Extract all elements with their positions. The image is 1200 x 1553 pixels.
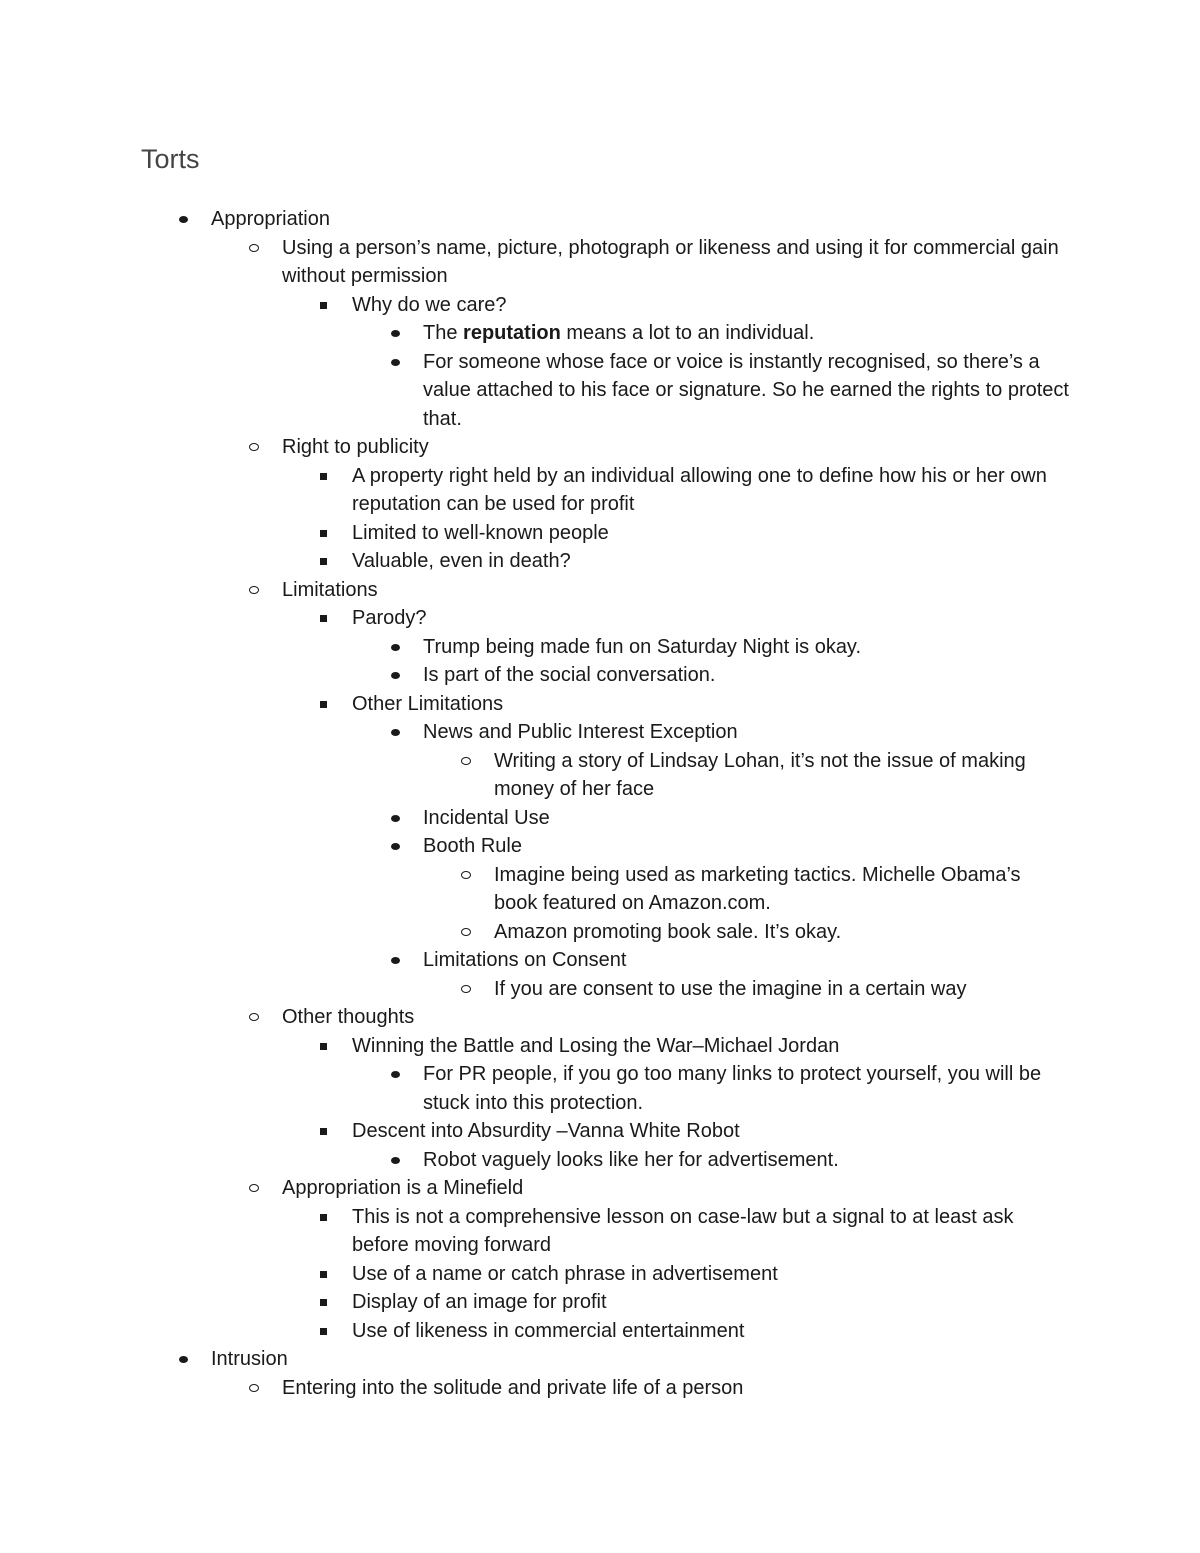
outline-item-text: A property right held by an individual allowing one to define how his or her own reputation can be used for profit [352,464,1047,515]
square-bullet-icon [316,690,336,719]
outline-item [0,1117,1071,1146]
disc-bullet-icon [387,718,407,747]
outline-item [0,1374,1071,1403]
circle-bullet-icon [246,433,266,462]
outline-item-text [423,319,1071,348]
outline-item [0,433,1071,462]
disc-bullet-icon [387,633,407,662]
outline-item-suffix: means a lot to an individual. [560,322,815,344]
outline-item-text: Limited to well-known people [352,521,609,544]
disc-bullet-icon [387,661,407,690]
outline-item-text: If you are consent to use the imagine in a certain way [494,977,967,1000]
square-bullet-icon [316,1117,336,1146]
square-bullet-icon [316,519,336,548]
outline-item [0,1060,1071,1117]
disc-bullet-icon [387,319,407,348]
outline-item-text: Writing a story of Lindsay Lohan, it’s not the issue of making money of her face [494,749,1026,800]
outline-item [0,462,1071,519]
outline-item [0,547,1071,576]
outline-item [0,804,1071,833]
square-bullet-icon [316,1260,336,1289]
outline-item-text: Winning the Battle and Losing the War–Michael Jordan [352,1034,840,1057]
outline-item [0,205,1071,234]
outline-item-text: Limitations on Consent [423,949,627,971]
outline-item-text: Other Limitations [352,692,504,715]
outline-item [0,1317,1071,1346]
outline-item-text: Use of likeness in commercial entertainment [352,1319,745,1342]
outline-item [0,1345,1071,1374]
outline-item [0,519,1071,548]
outline-item-text: Incidental Use [423,806,550,829]
outline-item [0,975,1034,1004]
circle-bullet-icon [246,1003,266,1032]
outline-item-text: Parody? [352,607,427,629]
outline-item [0,1003,1071,1032]
outline-item-text: Trump being made fun on Saturday Night is okay. [423,635,862,658]
outline-item-text: Other thoughts [282,1006,415,1028]
disc-bullet-icon [387,832,407,861]
outline-item [0,1203,1071,1260]
outline-item-prefix: The [423,322,464,344]
outline-item [0,234,1071,291]
outline-item [0,633,1071,662]
outline-item-text: Imagine being used as marketing tactics. Michelle Obama’s book featured on Amazon.com. [494,863,1021,914]
square-bullet-icon [316,291,336,320]
outline-item-text: Why do we care? [352,293,507,316]
outline-item-text: Amazon promoting book sale. It’s okay. [494,920,842,943]
outline-item-text: Booth Rule [423,835,522,857]
outline-item-text: Using a person’s name, picture, photograph or likeness and using it for commercial gain without permission [282,236,1059,287]
outline-item [0,1032,1071,1061]
square-bullet-icon [316,547,336,576]
disc-bullet-icon [175,1345,195,1374]
outline-item [0,832,1071,861]
outline-item-bold: reputation [463,322,561,344]
square-bullet-icon [316,1317,336,1346]
outline-item-text: Appropriation [211,208,330,230]
disc-bullet-icon [387,804,407,833]
outline-item-text: Use of a name or catch phrase in advertisement [352,1262,778,1285]
outline-item-text: News and Public Interest Exception [423,721,738,743]
outline-item [0,918,1034,947]
circle-bullet-icon [458,975,478,1004]
square-bullet-icon [316,1288,336,1317]
outline-item [0,1260,1071,1289]
outline-item [0,1146,1071,1175]
square-bullet-icon [316,1203,336,1232]
circle-bullet-icon [246,1174,266,1203]
outline-item-text: For PR people, if you go too many links to protect yourself, you will be stuck into this protection. [423,1063,1042,1114]
document-title: Torts [141,144,200,174]
square-bullet-icon [316,1032,336,1061]
outline-item [0,1174,1071,1203]
outline-item-text: Intrusion [211,1348,288,1370]
square-bullet-icon [316,604,336,633]
outline-item [0,1288,1071,1317]
outline-item-text: Robot vaguely looks like her for advertisement. [423,1148,839,1171]
circle-bullet-icon [246,234,266,263]
outline-item [0,291,1071,320]
disc-bullet-icon [387,1146,407,1175]
disc-bullet-icon [387,946,407,975]
disc-bullet-icon [175,205,195,234]
disc-bullet-icon [387,1060,407,1089]
square-bullet-icon [316,462,336,491]
outline-item [0,747,1034,804]
outline-item-text: Is part of the social conversation. [423,664,716,686]
outline-item-text: This is not a comprehensive lesson on case-law but a signal to at least ask before moving forward [352,1205,1014,1256]
circle-bullet-icon [458,747,478,776]
outline-item [0,348,1071,434]
outline-item [0,718,1071,747]
outline-item-text: Descent into Absurdity –Vanna White Robot [352,1120,740,1142]
disc-bullet-icon [387,348,407,377]
bullet-outline [0,205,1200,1402]
outline-item-text: Valuable, even in death? [352,550,571,572]
outline-item-text: Right to publicity [282,436,429,458]
outline-item [0,661,1071,690]
circle-bullet-icon [246,576,266,605]
circle-bullet-icon [458,918,478,947]
outline-item-text: Display of an image for profit [352,1291,607,1313]
outline-item-text: Entering into the solitude and private life of a person [282,1376,744,1399]
outline-item [0,946,1071,975]
circle-bullet-icon [458,861,478,890]
outline-item [0,576,1071,605]
outline-item [0,861,1034,918]
outline-item [0,319,1071,348]
outline-item-text: Limitations [282,578,378,601]
outline-item-text: For someone whose face or voice is instantly recognised, so there’s a value attached to his face or signature. So he earned the rights to protect that. [423,350,1069,430]
outline-item-text: Appropriation is a Minefield [282,1177,524,1199]
outline-item [0,690,1071,719]
outline-item [0,604,1071,633]
circle-bullet-icon [246,1374,266,1403]
